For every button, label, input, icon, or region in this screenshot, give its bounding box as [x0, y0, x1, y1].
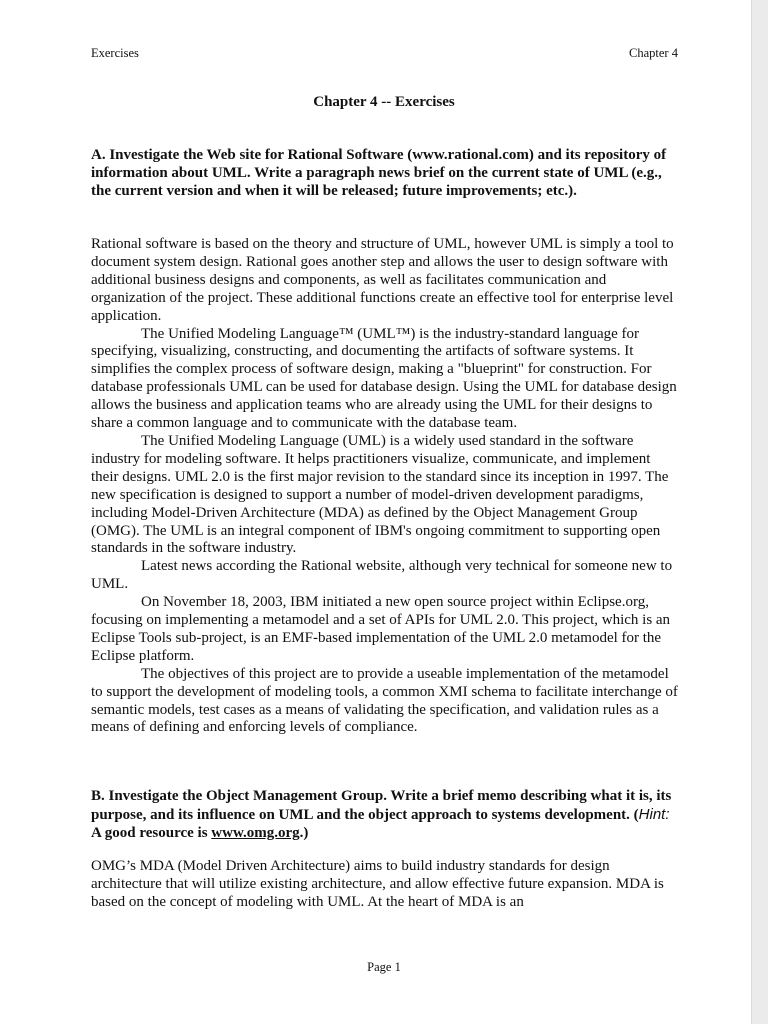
question-b-text: B. Investigate the Object Management Group. Write a brief memo describing what it is, its purpose, and its influence on UML and the object approach to systems development. ( [91, 788, 672, 823]
header-right: Chapter 4 [629, 46, 678, 60]
answer-a-paragraph-5: On November 18, 2003, IBM initiated a new open source project within Eclipse.org, focusing on implementing a metamodel and a set of APIs for UML 2.0. This project, which is an Eclipse Tools sub-project, is an EMF-based implementation of the UML 2.0 metamodel for the Eclipse platform. [91, 594, 671, 664]
answer-a-paragraph-1: Rational software is based on the theory and structure of UML, however UML is simply a tool to document system design. Rational goes another step and allows the user to design software with additional business designs and components, as well as facilitates communication and organization of the project. These additional functions create an effective tool for enterprise level application. [91, 236, 674, 324]
answer-a [91, 236, 681, 737]
header-left: Exercises [91, 46, 139, 60]
answer-a-paragraph-6: The objectives of this project are to provide a useable implementation of the metamodel to support the development of modeling tools, a common XMI schema to facilitate interchange of semantic models, test cases as a means of validating the specification, and validation rules as a means of defining and enforcing levels of compliance. [91, 665, 678, 736]
answer-a-paragraph-2: The Unified Modeling Language™ (UML™) is the industry-standard language for specifying, visualizing, constructing, and documenting the artifacts of software systems. It simplifies the complex process of software design, making a "blueprint" for construction. For database professionals UML can be used for database design. Using the UML for database design allows the business and application teams who are already using the UML for their designs to share a common language and to communicate with the database team. [91, 325, 677, 432]
omg-link[interactable]: www.omg.org [211, 824, 300, 841]
question-a: A. Investigate the Web site for Rational Software (www.rational.com) and its repository of information about UML. Write a paragraph news brief on the current state of UML (e.g., the current version and when it will be released; future improvements; etc.). [91, 147, 667, 199]
page-edge-gutter [751, 0, 768, 1024]
question-b-text-2: A good resource is [91, 824, 212, 841]
question-b-end: .) [299, 824, 309, 841]
answer-a-paragraph-3: The Unified Modeling Language (UML) is a widely used standard in the software industry for modeling software. It helps practitioners visualize, communicate, and implement their designs. UML 2.0 is the first major revision to the standard since its inception in 1997. The new specification is designed to support a number of model-driven development paradigms, including Model-Driven Architecture (MDA) as defined by the Object Management Group (OMG). The UML is an integral component of IBM's ongoing commitment to supporting open standards in the software industry. [91, 432, 669, 557]
question-b-hint-label: Hint: [638, 805, 670, 823]
page-title: Chapter 4 -- Exercises [313, 94, 455, 110]
page-number: Page 1 [367, 960, 401, 974]
answer-b: OMG’s MDA (Model Driven Architecture) aims to build industry standards for design architecture that will utilize existing architecture, and allow effective future expansion. MDA is based on the concept of modeling with UML. At the heart of MDA is an [91, 858, 664, 910]
question-b [91, 788, 681, 843]
answer-a-paragraph-4: Latest news according the Rational website, although very technical for someone new to UML. [91, 558, 673, 593]
